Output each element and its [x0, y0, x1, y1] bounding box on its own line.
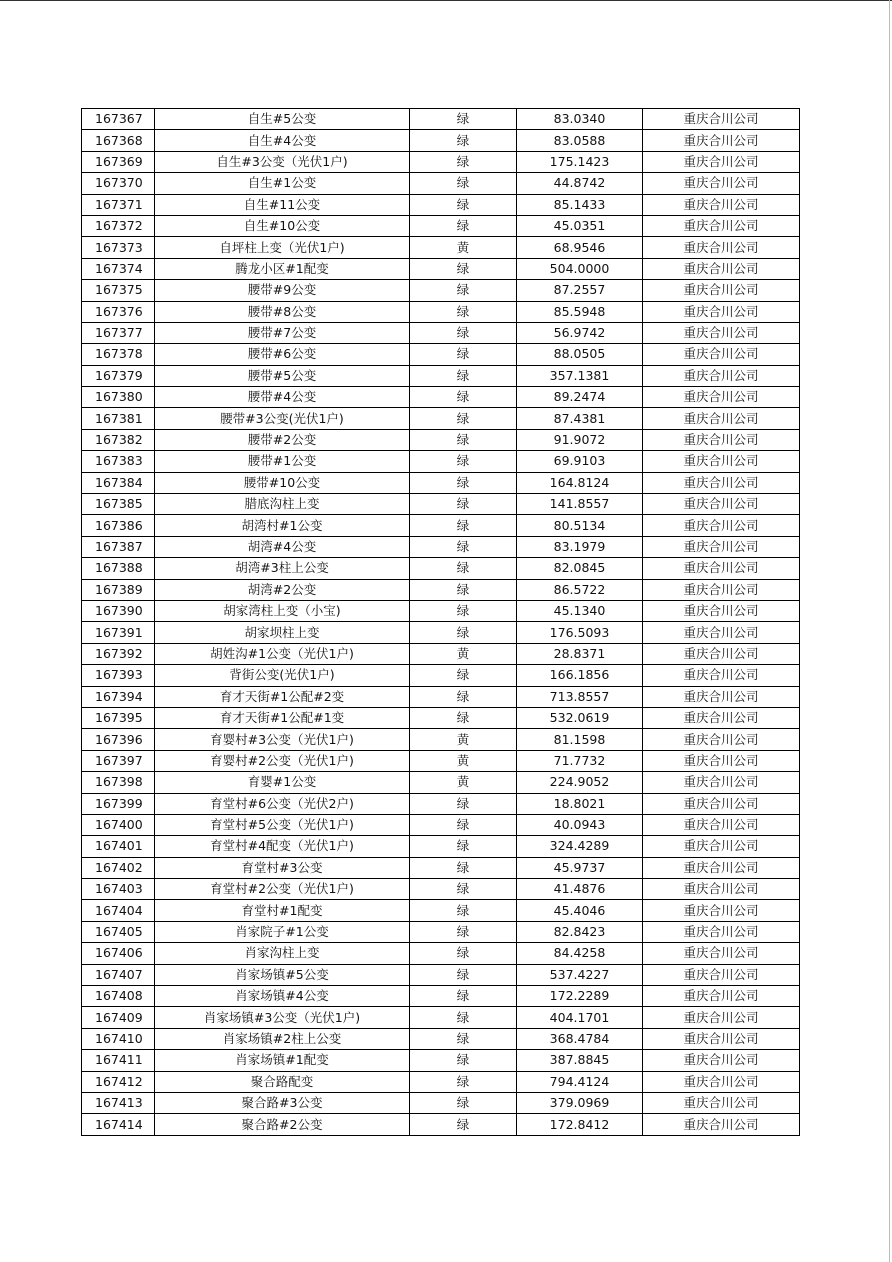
cell-transformer-name: 育才天街#1公配#1变 [155, 707, 410, 728]
table-row [82, 836, 800, 857]
cell-id: 167390 [82, 600, 155, 621]
cell-value: 794.4124 [517, 1071, 643, 1092]
cell-id: 167372 [82, 215, 155, 236]
cell-company: 重庆合川公司 [643, 579, 800, 600]
cell-value: 82.8423 [517, 921, 643, 942]
cell-transformer-name: 胡湾村#1公变 [155, 515, 410, 536]
cell-status: 黄 [410, 750, 517, 771]
cell-transformer-name: 腰带#6公变 [155, 344, 410, 365]
cell-status: 绿 [410, 1028, 517, 1049]
cell-company: 重庆合川公司 [643, 558, 800, 579]
cell-company: 重庆合川公司 [643, 707, 800, 728]
cell-value: 56.9742 [517, 322, 643, 343]
cell-company: 重庆合川公司 [643, 1050, 800, 1071]
cell-company: 重庆合川公司 [643, 215, 800, 236]
cell-value: 537.4227 [517, 964, 643, 985]
cell-company: 重庆合川公司 [643, 173, 800, 194]
cell-status: 绿 [410, 536, 517, 557]
cell-value: 28.8371 [517, 643, 643, 664]
cell-value: 40.0943 [517, 814, 643, 835]
table-row [82, 686, 800, 707]
cell-transformer-name: 育堂村#1配变 [155, 900, 410, 921]
cell-transformer-name: 腾龙小区#1配变 [155, 258, 410, 279]
cell-company: 重庆合川公司 [643, 322, 800, 343]
cell-company: 重庆合川公司 [643, 814, 800, 835]
table-row [82, 579, 800, 600]
cell-status: 绿 [410, 109, 517, 130]
cell-status: 绿 [410, 280, 517, 301]
cell-transformer-name: 育堂村#5公变（光伏1户) [155, 814, 410, 835]
table-row [82, 707, 800, 728]
cell-value: 44.8742 [517, 173, 643, 194]
cell-company: 重庆合川公司 [643, 365, 800, 386]
cell-transformer-name: 自生#4公变 [155, 130, 410, 151]
cell-company: 重庆合川公司 [643, 301, 800, 322]
cell-status: 绿 [410, 857, 517, 878]
cell-company: 重庆合川公司 [643, 772, 800, 793]
cell-id: 167395 [82, 707, 155, 728]
table-row [82, 772, 800, 793]
cell-transformer-name: 自生#3公变（光伏1户) [155, 151, 410, 172]
cell-status: 绿 [410, 579, 517, 600]
cell-id: 167371 [82, 194, 155, 215]
cell-id: 167404 [82, 900, 155, 921]
table-row [82, 622, 800, 643]
cell-value: 45.4046 [517, 900, 643, 921]
cell-value: 89.2474 [517, 387, 643, 408]
cell-status: 绿 [410, 814, 517, 835]
cell-company: 重庆合川公司 [643, 1071, 800, 1092]
cell-id: 167376 [82, 301, 155, 322]
table-row [82, 387, 800, 408]
table-row [82, 921, 800, 942]
cell-transformer-name: 腰带#3公变(光伏1户) [155, 408, 410, 429]
cell-status: 绿 [410, 665, 517, 686]
cell-transformer-name: 肖家场镇#3公变（光伏1户) [155, 1007, 410, 1028]
cell-transformer-name: 育婴#1公变 [155, 772, 410, 793]
cell-transformer-name: 肖家沟柱上变 [155, 943, 410, 964]
cell-status: 绿 [410, 986, 517, 1007]
cell-id: 167399 [82, 793, 155, 814]
cell-company: 重庆合川公司 [643, 943, 800, 964]
cell-transformer-name: 自生#1公变 [155, 173, 410, 194]
cell-value: 68.9546 [517, 237, 643, 258]
table-row [82, 322, 800, 343]
cell-transformer-name: 聚合路#2公变 [155, 1114, 410, 1135]
cell-transformer-name: 聚合路#3公变 [155, 1092, 410, 1113]
cell-id: 167385 [82, 494, 155, 515]
table-row [82, 1028, 800, 1049]
cell-company: 重庆合川公司 [643, 622, 800, 643]
cell-company: 重庆合川公司 [643, 986, 800, 1007]
cell-id: 167368 [82, 130, 155, 151]
cell-id: 167379 [82, 365, 155, 386]
cell-value: 86.5722 [517, 579, 643, 600]
table-row [82, 1050, 800, 1071]
cell-transformer-name: 腰带#10公变 [155, 472, 410, 493]
cell-transformer-name: 育婴村#2公变（光伏1户) [155, 750, 410, 771]
cell-status: 绿 [410, 707, 517, 728]
cell-status: 绿 [410, 494, 517, 515]
cell-company: 重庆合川公司 [643, 921, 800, 942]
cell-transformer-name: 腰带#9公变 [155, 280, 410, 301]
cell-value: 387.8845 [517, 1050, 643, 1071]
cell-company: 重庆合川公司 [643, 1007, 800, 1028]
cell-id: 167397 [82, 750, 155, 771]
cell-company: 重庆合川公司 [643, 387, 800, 408]
cell-transformer-name: 腰带#2公变 [155, 429, 410, 450]
cell-company: 重庆合川公司 [643, 1092, 800, 1113]
cell-value: 324.4289 [517, 836, 643, 857]
cell-company: 重庆合川公司 [643, 344, 800, 365]
cell-transformer-name: 育堂村#4配变（光伏1户) [155, 836, 410, 857]
table-row [82, 494, 800, 515]
cell-value: 504.0000 [517, 258, 643, 279]
table-row [82, 173, 800, 194]
cell-company: 重庆合川公司 [643, 494, 800, 515]
cell-value: 713.8557 [517, 686, 643, 707]
cell-status: 绿 [410, 301, 517, 322]
cell-transformer-name: 胡姓沟#1公变（光伏1户) [155, 643, 410, 664]
cell-id: 167388 [82, 558, 155, 579]
cell-status: 绿 [410, 151, 517, 172]
cell-value: 83.0340 [517, 109, 643, 130]
cell-transformer-name: 肖家场镇#4公变 [155, 986, 410, 1007]
cell-id: 167378 [82, 344, 155, 365]
table-row [82, 643, 800, 664]
cell-id: 167394 [82, 686, 155, 707]
cell-value: 88.0505 [517, 344, 643, 365]
cell-value: 80.5134 [517, 515, 643, 536]
cell-status: 黄 [410, 772, 517, 793]
cell-status: 绿 [410, 1007, 517, 1028]
cell-status: 绿 [410, 515, 517, 536]
cell-company: 重庆合川公司 [643, 536, 800, 557]
cell-value: 83.1979 [517, 536, 643, 557]
table-row [82, 237, 800, 258]
cell-status: 绿 [410, 130, 517, 151]
table-row [82, 280, 800, 301]
cell-company: 重庆合川公司 [643, 879, 800, 900]
table-row [82, 1007, 800, 1028]
cell-value: 91.9072 [517, 429, 643, 450]
cell-value: 85.5948 [517, 301, 643, 322]
cell-id: 167403 [82, 879, 155, 900]
cell-id: 167414 [82, 1114, 155, 1135]
cell-id: 167406 [82, 943, 155, 964]
cell-company: 重庆合川公司 [643, 515, 800, 536]
cell-transformer-name: 胡湾#3柱上公变 [155, 558, 410, 579]
cell-value: 82.0845 [517, 558, 643, 579]
cell-status: 绿 [410, 1092, 517, 1113]
cell-company: 重庆合川公司 [643, 151, 800, 172]
table-row [82, 1092, 800, 1113]
cell-id: 167398 [82, 772, 155, 793]
cell-status: 绿 [410, 387, 517, 408]
cell-status: 绿 [410, 472, 517, 493]
cell-transformer-name: 腰带#1公变 [155, 451, 410, 472]
cell-id: 167393 [82, 665, 155, 686]
cell-id: 167410 [82, 1028, 155, 1049]
cell-id: 167391 [82, 622, 155, 643]
table-row [82, 451, 800, 472]
cell-transformer-name: 背街公变(光伏1户) [155, 665, 410, 686]
table-row [82, 750, 800, 771]
cell-value: 357.1381 [517, 365, 643, 386]
cell-id: 167386 [82, 515, 155, 536]
cell-status: 绿 [410, 836, 517, 857]
cell-value: 45.1340 [517, 600, 643, 621]
cell-company: 重庆合川公司 [643, 429, 800, 450]
table-row [82, 301, 800, 322]
cell-id: 167413 [82, 1092, 155, 1113]
cell-status: 绿 [410, 194, 517, 215]
cell-company: 重庆合川公司 [643, 237, 800, 258]
cell-company: 重庆合川公司 [643, 1114, 800, 1135]
cell-company: 重庆合川公司 [643, 643, 800, 664]
cell-transformer-name: 胡湾#2公变 [155, 579, 410, 600]
table-row [82, 964, 800, 985]
cell-value: 84.4258 [517, 943, 643, 964]
table-row [82, 365, 800, 386]
table-row [82, 194, 800, 215]
cell-status: 绿 [410, 943, 517, 964]
table-row [82, 900, 800, 921]
table-row [82, 857, 800, 878]
transformer-table [81, 108, 800, 1136]
table-row [82, 600, 800, 621]
cell-transformer-name: 胡家湾柱上变（小宝) [155, 600, 410, 621]
cell-status: 绿 [410, 622, 517, 643]
cell-transformer-name: 育堂村#6公变（光伏2户) [155, 793, 410, 814]
cell-id: 167400 [82, 814, 155, 835]
table-row [82, 515, 800, 536]
cell-company: 重庆合川公司 [643, 836, 800, 857]
cell-company: 重庆合川公司 [643, 857, 800, 878]
cell-company: 重庆合川公司 [643, 750, 800, 771]
cell-id: 167405 [82, 921, 155, 942]
cell-status: 绿 [410, 793, 517, 814]
cell-company: 重庆合川公司 [643, 793, 800, 814]
table-row [82, 151, 800, 172]
page-top-border [0, 0, 892, 1]
cell-id: 167412 [82, 1071, 155, 1092]
table-row [82, 408, 800, 429]
cell-value: 69.9103 [517, 451, 643, 472]
cell-transformer-name: 腰带#5公变 [155, 365, 410, 386]
cell-id: 167402 [82, 857, 155, 878]
cell-status: 绿 [410, 1071, 517, 1092]
cell-value: 166.1856 [517, 665, 643, 686]
cell-status: 黄 [410, 729, 517, 750]
cell-transformer-name: 肖家院子#1公变 [155, 921, 410, 942]
cell-id: 167407 [82, 964, 155, 985]
cell-status: 绿 [410, 322, 517, 343]
cell-status: 绿 [410, 879, 517, 900]
cell-id: 167382 [82, 429, 155, 450]
table-row [82, 130, 800, 151]
table-row [82, 429, 800, 450]
cell-transformer-name: 自生#5公变 [155, 109, 410, 130]
cell-company: 重庆合川公司 [643, 472, 800, 493]
cell-value: 164.8124 [517, 472, 643, 493]
table-row [82, 729, 800, 750]
cell-transformer-name: 腰带#8公变 [155, 301, 410, 322]
cell-value: 172.8412 [517, 1114, 643, 1135]
cell-status: 绿 [410, 408, 517, 429]
cell-value: 87.2557 [517, 280, 643, 301]
cell-value: 141.8557 [517, 494, 643, 515]
cell-company: 重庆合川公司 [643, 280, 800, 301]
cell-company: 重庆合川公司 [643, 600, 800, 621]
cell-transformer-name: 肖家场镇#5公变 [155, 964, 410, 985]
cell-status: 绿 [410, 921, 517, 942]
cell-value: 176.5093 [517, 622, 643, 643]
cell-id: 167374 [82, 258, 155, 279]
table-row [82, 1114, 800, 1135]
cell-value: 45.9737 [517, 857, 643, 878]
cell-company: 重庆合川公司 [643, 408, 800, 429]
cell-status: 绿 [410, 600, 517, 621]
cell-transformer-name: 育才天街#1公配#2变 [155, 686, 410, 707]
table-row [82, 472, 800, 493]
cell-value: 175.1423 [517, 151, 643, 172]
cell-transformer-name: 肖家场镇#2柱上公变 [155, 1028, 410, 1049]
cell-value: 18.8021 [517, 793, 643, 814]
cell-status: 绿 [410, 686, 517, 707]
cell-id: 167411 [82, 1050, 155, 1071]
cell-company: 重庆合川公司 [643, 964, 800, 985]
cell-value: 45.0351 [517, 215, 643, 236]
cell-transformer-name: 腊底沟柱上变 [155, 494, 410, 515]
cell-value: 81.1598 [517, 729, 643, 750]
cell-value: 532.0619 [517, 707, 643, 728]
cell-transformer-name: 胡湾#4公变 [155, 536, 410, 557]
cell-transformer-name: 自生#10公变 [155, 215, 410, 236]
cell-id: 167392 [82, 643, 155, 664]
cell-id: 167370 [82, 173, 155, 194]
table-row [82, 344, 800, 365]
cell-status: 绿 [410, 344, 517, 365]
cell-id: 167381 [82, 408, 155, 429]
cell-id: 167384 [82, 472, 155, 493]
cell-value: 172.2289 [517, 986, 643, 1007]
cell-transformer-name: 育堂村#2公变（光伏1户) [155, 879, 410, 900]
cell-company: 重庆合川公司 [643, 194, 800, 215]
cell-value: 379.0969 [517, 1092, 643, 1113]
cell-company: 重庆合川公司 [643, 665, 800, 686]
table-row [82, 814, 800, 835]
cell-value: 41.4876 [517, 879, 643, 900]
table-row [82, 879, 800, 900]
cell-transformer-name: 肖家场镇#1配变 [155, 1050, 410, 1071]
cell-id: 167387 [82, 536, 155, 557]
cell-id: 167383 [82, 451, 155, 472]
cell-id: 167389 [82, 579, 155, 600]
cell-transformer-name: 胡家坝柱上变 [155, 622, 410, 643]
cell-id: 167367 [82, 109, 155, 130]
table-body [82, 109, 800, 1136]
cell-status: 绿 [410, 258, 517, 279]
table-row [82, 215, 800, 236]
cell-value: 85.1433 [517, 194, 643, 215]
cell-status: 黄 [410, 643, 517, 664]
cell-id: 167380 [82, 387, 155, 408]
cell-company: 重庆合川公司 [643, 258, 800, 279]
cell-id: 167373 [82, 237, 155, 258]
cell-value: 404.1701 [517, 1007, 643, 1028]
cell-id: 167375 [82, 280, 155, 301]
table-row [82, 665, 800, 686]
cell-company: 重庆合川公司 [643, 130, 800, 151]
cell-transformer-name: 腰带#7公变 [155, 322, 410, 343]
cell-id: 167396 [82, 729, 155, 750]
cell-company: 重庆合川公司 [643, 109, 800, 130]
cell-status: 绿 [410, 1050, 517, 1071]
table-row [82, 943, 800, 964]
table-row [82, 1071, 800, 1092]
cell-status: 绿 [410, 429, 517, 450]
cell-status: 绿 [410, 900, 517, 921]
cell-status: 绿 [410, 215, 517, 236]
cell-status: 绿 [410, 451, 517, 472]
table-row [82, 986, 800, 1007]
cell-id: 167377 [82, 322, 155, 343]
cell-company: 重庆合川公司 [643, 686, 800, 707]
table-row [82, 793, 800, 814]
cell-status: 黄 [410, 237, 517, 258]
cell-transformer-name: 聚合路配变 [155, 1071, 410, 1092]
cell-transformer-name: 腰带#4公变 [155, 387, 410, 408]
cell-status: 绿 [410, 173, 517, 194]
cell-status: 绿 [410, 365, 517, 386]
cell-id: 167369 [82, 151, 155, 172]
cell-status: 绿 [410, 1114, 517, 1135]
table-row [82, 558, 800, 579]
cell-id: 167408 [82, 986, 155, 1007]
cell-value: 368.4784 [517, 1028, 643, 1049]
cell-value: 71.7732 [517, 750, 643, 771]
cell-company: 重庆合川公司 [643, 729, 800, 750]
cell-transformer-name: 自坪柱上变（光伏1户) [155, 237, 410, 258]
cell-transformer-name: 育堂村#3公变 [155, 857, 410, 878]
cell-company: 重庆合川公司 [643, 900, 800, 921]
cell-company: 重庆合川公司 [643, 1028, 800, 1049]
cell-id: 167409 [82, 1007, 155, 1028]
cell-status: 绿 [410, 964, 517, 985]
table-row [82, 258, 800, 279]
cell-company: 重庆合川公司 [643, 451, 800, 472]
page-right-border [889, 0, 890, 1262]
cell-transformer-name: 自生#11公变 [155, 194, 410, 215]
cell-transformer-name: 育婴村#3公变（光伏1户) [155, 729, 410, 750]
table-row [82, 109, 800, 130]
table-row [82, 536, 800, 557]
cell-value: 83.0588 [517, 130, 643, 151]
cell-value: 87.4381 [517, 408, 643, 429]
cell-value: 224.9052 [517, 772, 643, 793]
cell-status: 绿 [410, 558, 517, 579]
cell-id: 167401 [82, 836, 155, 857]
